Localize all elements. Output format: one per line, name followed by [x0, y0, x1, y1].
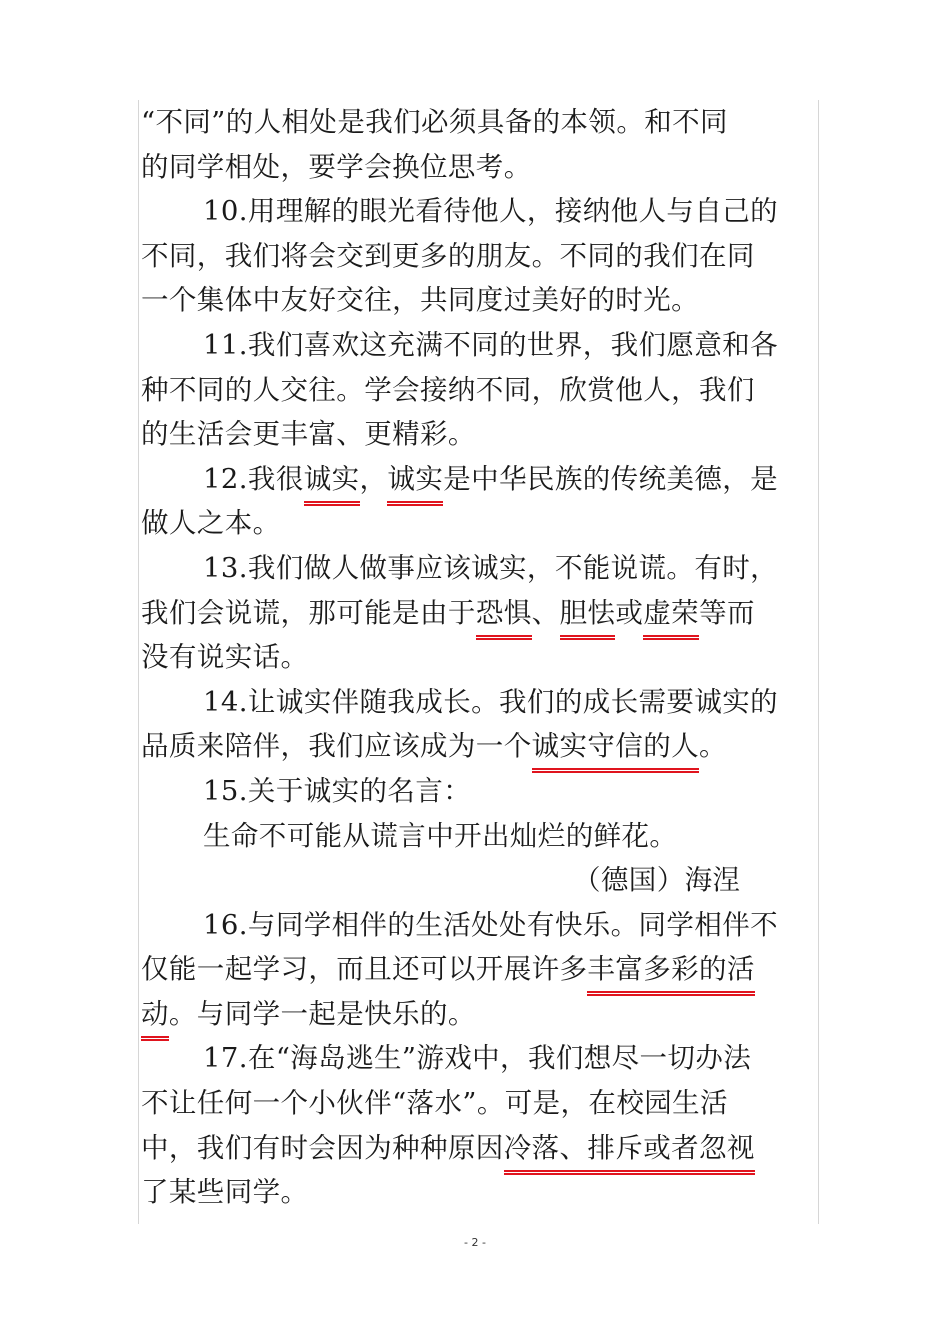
text-run: 10.用理解的眼光看待他人，接纳他人与自己的 [203, 195, 779, 228]
text-line [141, 1170, 817, 1215]
text-run: 我们会说谎，那可能是由于 [141, 596, 476, 629]
text-run: 种不同的人交往。学会接纳不同，欣赏他人，我们 [141, 373, 755, 406]
text-line [141, 1126, 817, 1171]
underlined-keyword: 丰富多彩的活 [587, 953, 754, 996]
text-line [141, 234, 817, 279]
text-run: 或 [615, 596, 644, 629]
page-frame-left [138, 100, 139, 1224]
text-line [141, 724, 817, 769]
text-line [141, 100, 817, 145]
underlined-keyword: 动 [141, 998, 169, 1041]
underlined-keyword: 胆怯 [560, 597, 616, 640]
text-run: 不同，我们将会交到更多的朋友。不同的我们在同 [141, 239, 755, 272]
quote-line [141, 814, 817, 859]
text-run: 17.在“海岛逃生”游戏中，我们想尽一切办法 [203, 1042, 752, 1075]
text-run: 做人之本。 [141, 507, 281, 540]
page-number: - 2 - [464, 1236, 486, 1249]
underlined-keyword: 诚实 [304, 463, 360, 506]
text-run: （德国）海涅 [573, 864, 741, 897]
paragraph-11-start [141, 323, 817, 368]
text-run: 生命不可能从谎言中开出灿烂的鲜花。 [203, 819, 678, 852]
paragraph-14-start [141, 680, 817, 725]
text-run: 的同学相处，要学会换位思考。 [141, 150, 532, 183]
text-line [141, 635, 817, 680]
text-run: 一个集体中友好交往，共同度过美好的时光。 [141, 284, 699, 317]
text-run: 。 [699, 730, 727, 763]
text-run: 是中华民族的传统美德，是 [443, 462, 779, 495]
text-run: ， [359, 462, 388, 495]
underlined-keyword: 诚实守信的人 [532, 730, 699, 773]
text-line [141, 278, 817, 323]
text-run: 了某些同学。 [141, 1176, 309, 1209]
document-body [141, 100, 817, 1215]
text-run: 15.关于诚实的名言： [203, 774, 472, 807]
paragraph-17-start [141, 1036, 817, 1081]
text-line [141, 412, 817, 457]
underlined-keyword: 冷落、排斥或者忽视 [504, 1132, 755, 1175]
text-line [141, 992, 817, 1037]
text-run: 13.我们做人做事应该诚实，不能说谎。有时， [203, 551, 779, 584]
paragraph-16-start [141, 903, 817, 948]
text-line [141, 1081, 817, 1126]
text-run: 12.我很 [203, 462, 304, 495]
paragraph-10-start [141, 189, 817, 234]
text-run: 、 [531, 596, 560, 629]
text-run: 仅能一起学习，而且还可以开展许多 [141, 953, 588, 986]
text-line [141, 145, 817, 190]
page-frame-right [818, 100, 819, 1224]
underlined-keyword: 恐惧 [476, 597, 532, 640]
underlined-keyword: 虚荣 [643, 597, 699, 640]
text-run: 11.我们喜欢这充满不同的世界，我们愿意和各 [203, 328, 779, 361]
quote-attribution [141, 858, 817, 903]
text-run: 等而 [699, 596, 755, 629]
text-run: 没有说实话。 [141, 641, 309, 674]
text-run: 14.让诚实伴随我成长。我们的成长需要诚实的 [203, 685, 779, 718]
text-line [141, 591, 817, 636]
text-line [141, 501, 817, 546]
text-run: 不让任何一个小伙伴“落水”。可是，在校园生活 [141, 1087, 728, 1120]
text-run: 中，我们有时会因为种种原因 [141, 1131, 504, 1164]
text-run: 品质来陪伴，我们应该成为一个 [141, 730, 532, 763]
underlined-keyword: 诚实 [387, 463, 443, 506]
text-run: “不同”的人相处是我们必须具备的本领。和不同 [141, 106, 728, 138]
text-run: 。与同学一起是快乐的。 [168, 997, 476, 1030]
paragraph-15-start [141, 769, 817, 814]
text-run: 16.与同学相伴的生活处处有快乐。同学相伴不 [203, 908, 779, 941]
paragraph-13-start [141, 546, 817, 591]
paragraph-12-start [141, 457, 817, 502]
text-line [141, 368, 817, 413]
text-run: 的生活会更丰富、更精彩。 [141, 418, 476, 451]
text-line [141, 947, 817, 992]
